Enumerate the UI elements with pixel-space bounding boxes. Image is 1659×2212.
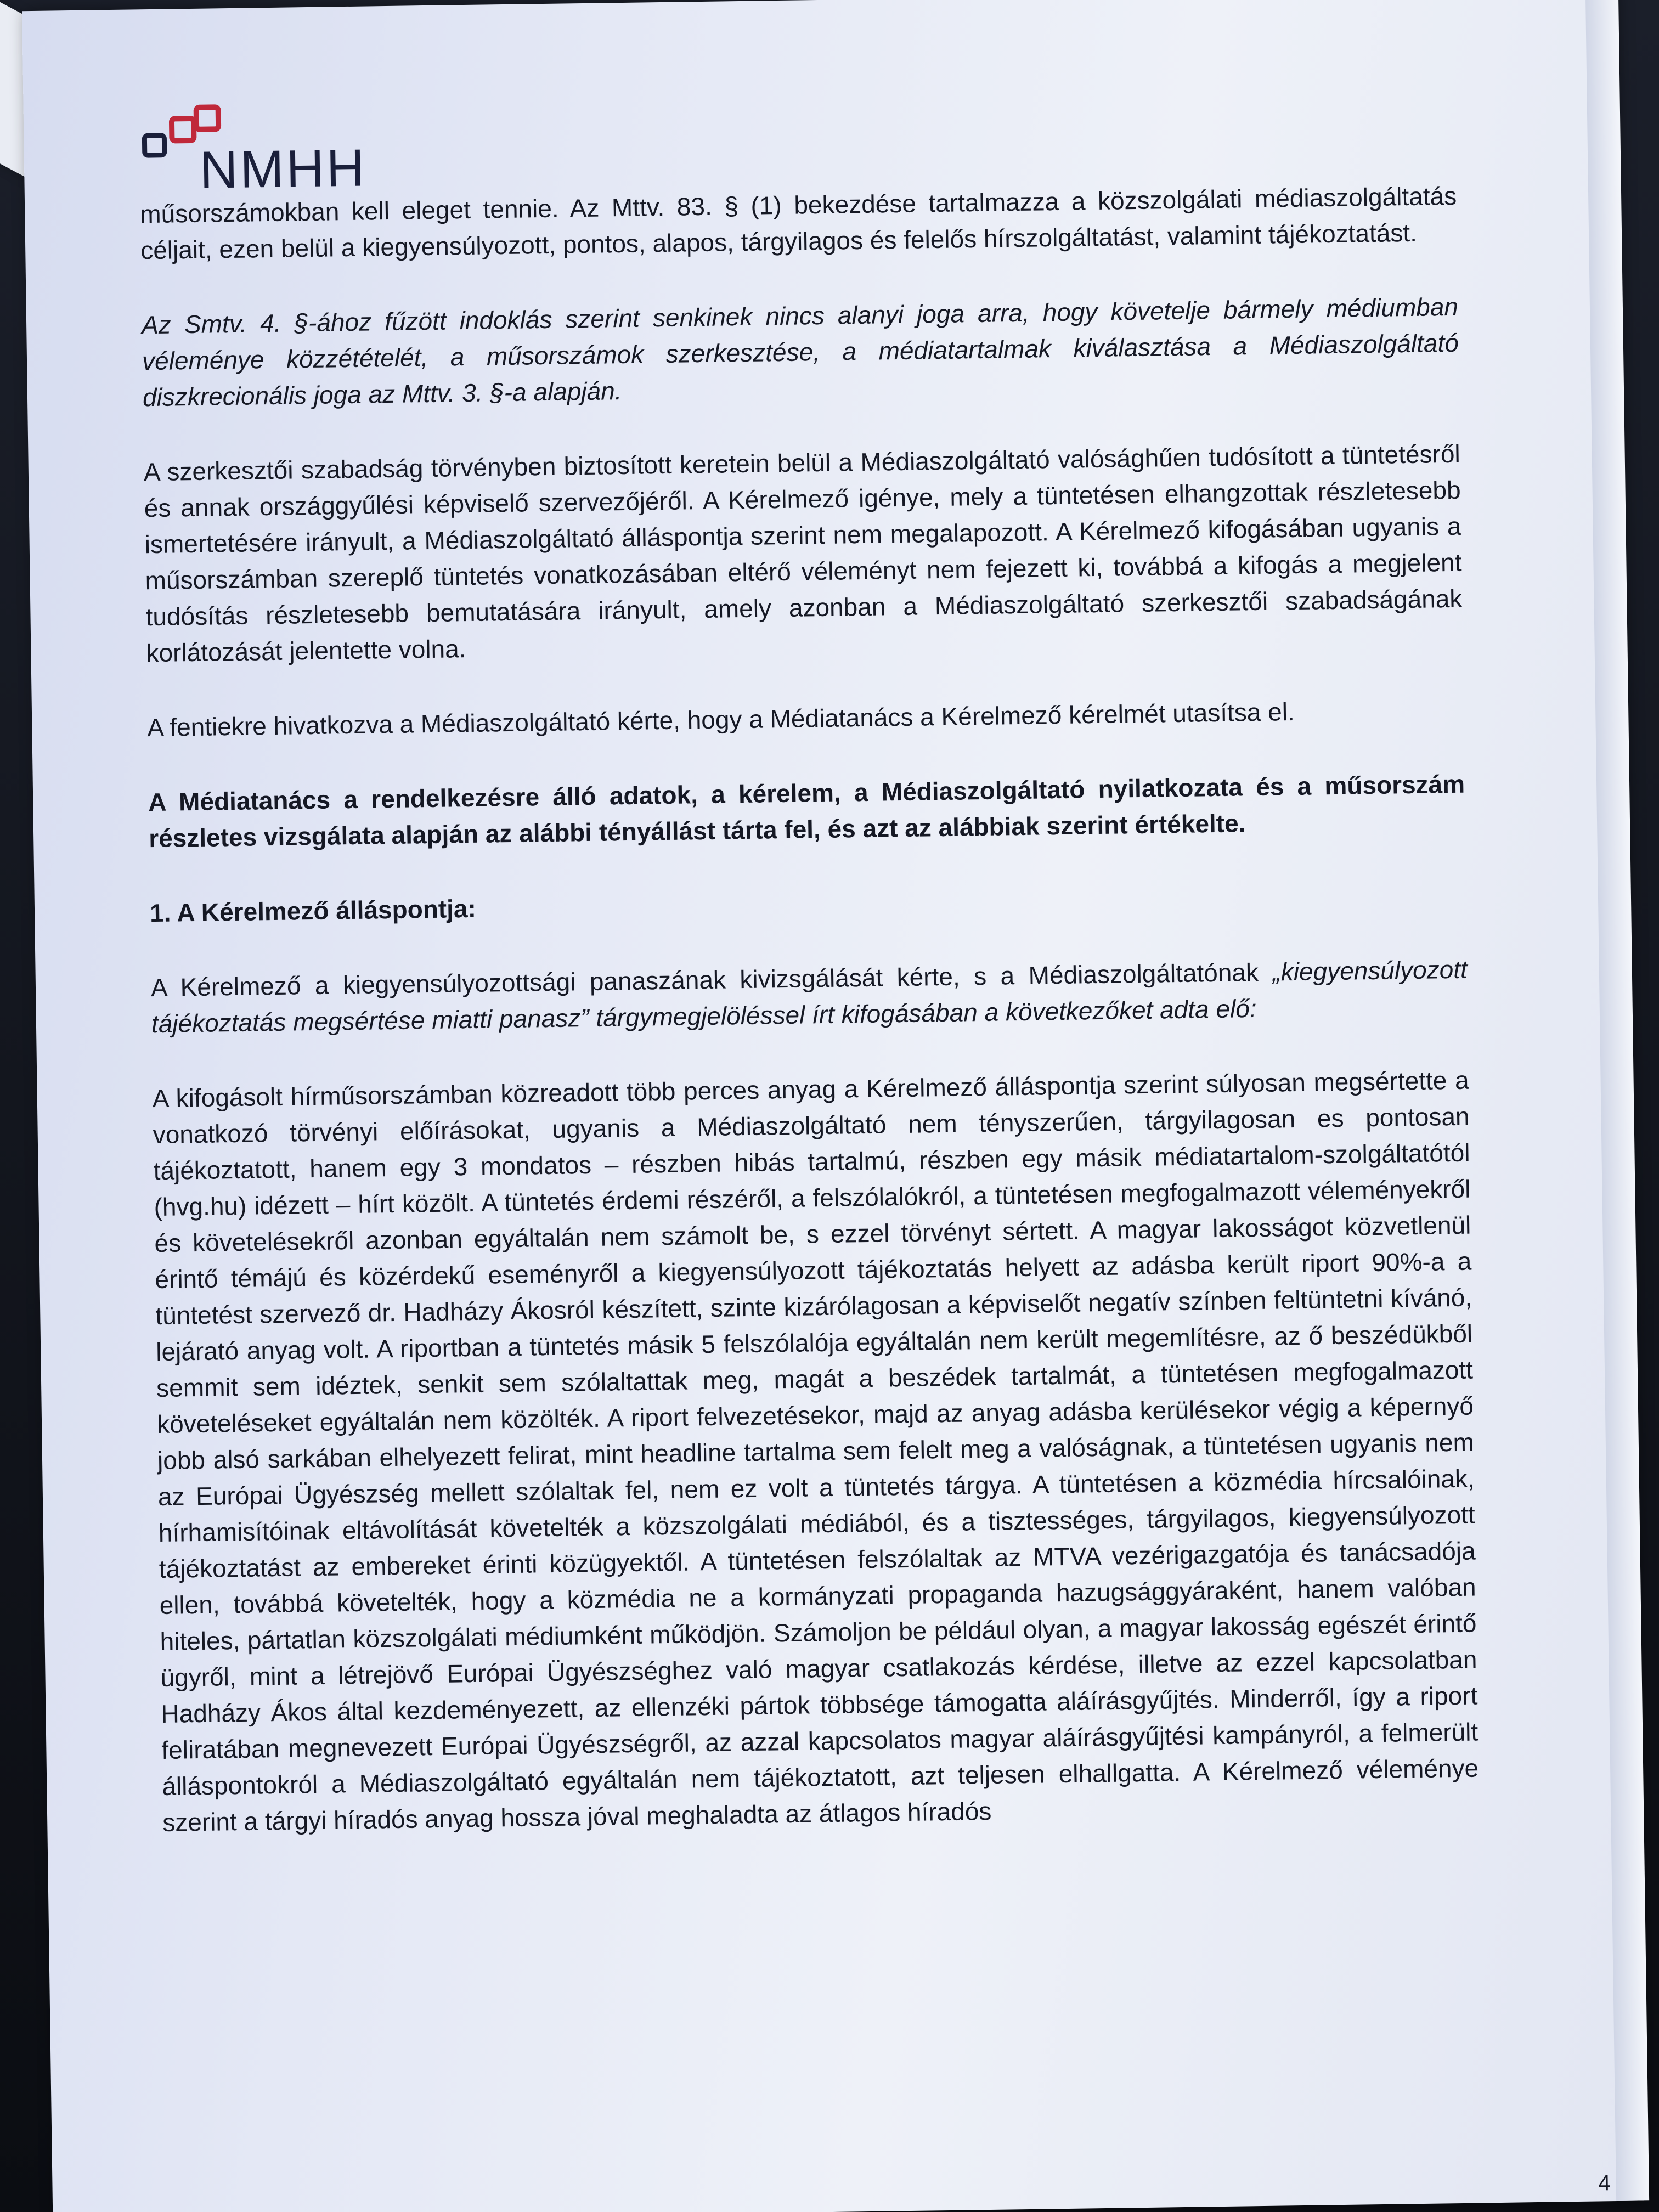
paragraph-6 (151, 951, 1469, 1042)
nmhh-logo (138, 99, 370, 207)
paragraph-3: A szerkesztői szabadság törvényben biztosított keretein belül a Médiaszolgáltató valósághűen tudósított a tüntetésről és annak országgyűlési képviselő szervezőjéről. A Kérelmező igénye, mely a tüntetésen elhangzottak részletesebb ismertetésére irányult, a Médiaszolgáltató álláspontja szerint nem megalapozott. A Kérelmező kifogásában ugyanis a műsorszámban szereplő tüntetés vonatkozásában eltérő véleményt nem fejezett ki, továbbá a kifogás a megjelent tudósítás részletesebb bemutatására irányult, amely azonban a Médiaszolgáltató szerkesztői szabadságának korlátozását jelentette volna. (143, 439, 1463, 668)
paragraph-5: A Médiatanács a rendelkezésre álló adatok, a kérelem, a Médiaszolgáltató nyilatkozata és a műsorszám részletes vizsgálata alapján az alábbi tényállást tárta fel, és azt az alábbiak szerint értékelte. (148, 769, 1465, 853)
paragraph-2: Az Smtv. 4. §-ához fűzött indoklás szerint senkinek nincs alanyi joga arra, hogy követelje bármely médiumban véleménye közzétételét, a műsorszámok szerkesztése, a médiatartalmak kiválasztása a Médiaszolgáltató diszkrecionális joga az Mttv. 3. §-a alapján. (141, 292, 1459, 412)
paragraph-1: műsorszámokban kell eleget tennie. Az Mttv. 83. § (1) bekezdése tartalmazza a közszolgálati médiaszolgáltatás céljait, ezen belül a kiegyensúlyozott, pontos, alapos, tárgyilagos és felelős hírszolgáltatást, valamint tájékoztatást. (139, 181, 1457, 265)
paragraph-6-end: tárgymegjelöléssel írt kifogásában a következőket adta elő: (589, 994, 1257, 1032)
paragraph-6-quote: „kiegyensúlyozott tájékoztatás megsértése miatti panasz” (151, 955, 1468, 1039)
document-body (140, 178, 1480, 1879)
section-heading: 1. A Kérelmező álláspontja: (149, 894, 477, 928)
page-edge (1585, 0, 1649, 2201)
paragraph-4: A fentiekre hivatkozva a Médiaszolgáltató kérte, hogy a Médiatanács a Kérelmező kérelmét utasítsa el. (147, 697, 1295, 742)
document-page (22, 0, 1644, 2212)
paragraph-7: A kifogásolt hírműsorszámban közreadott több perces anyag a Kérelmező álláspontja szerint súlyosan megsértette a vonatkozó törvényi előírásokat, ugyanis a Médiaszolgáltató nem tényszerűen, tárgyilagosan es pontosan tájékoztatott, hanem egy 3 mondatos – részben hibás tartalmú, részben egy másik médiatartalom-szolgáltatótól (hvg.hu) idézett – hírt közölt. A tüntetés érdemi részéről, a felszólalókról, a tüntetésen megfogalmazott véleményekről és követelésekről azonban egyáltalán nem számolt be, s ezzel törvényt sértett. A magyar lakosságot közvetlenül érintő témájú és közérdekű eseményről a kiegyensúlyozott tájékoztatás helyett az adásba került riport 90%-a a tüntetést szervező dr. Hadházy Ákosról készített, szinte kizárólagosan a képviselőt negatív színben feltüntetni kívánó, lejárató anyag volt. A riportban a tüntetés másik 5 felszólalója egyáltalán nem került megemlítésre, az ő beszédükből semmit sem idéztek, senkit sem szólaltattak meg, magát a beszédek tartalmát, a tüntetésen megfogalmazott követeléseket egyáltalán nem közölték. A riport felvezetésekor, majd az anyag adásba kerülésekor végig a képernyő jobb alsó sarkában elhelyezett felirat, mint headline tartalma sem felelt meg a valóságnak, a tüntetésen ugyanis nem az Európai Ügyészség mellett szólaltak fel, nem ez volt a tüntetés tárgya. A tüntetésen a közmédia hírcsalóinak, hírhamisítóinak eltávolítását követelték a közszolgálati médiából, és a tisztességes, tárgyilagos, kiegyensúlyozott tájékoztatást az embereket érinti közügyektől. A tüntetésen felszólaltak az MTVA vezérigazgatója és tanácsadója ellen, továbbá követelték, hogy a közmédia ne a kormányzati propaganda hazugsággyáraként, hanem valóban hiteles, pártatlan közszolgálati médiumként működjön. Számoljon be például olyan, a magyar lakosság egészét érintő ügyről, mint a létrejövő Európai Ügyészséghez való magyar csatlakozás kérdése, illetve az ezzel kapcsolatban Hadházy Ákos által kezdeményezett, az ellenzéki pártok többsége támogatta aláírásgyűjtés. Minderről, így a riport feliratában megnevezett Európai Ügyészségről, az azzal kapcsolatos magyar aláírásgyűjtési kampányról, a felmerült álláspontokról a Médiaszolgáltató egyáltalán nem tájékoztatott, azt teljesen elhallgatta. A Kérelmező véleménye szerint a tárgyi híradós anyag hossza jóval meghaladta az átlagos híradós (152, 1065, 1479, 1837)
page-number: 4 (1598, 2171, 1611, 2196)
logo-text: NMHH (199, 138, 367, 200)
paragraph-6-start: A Kérelmező a kiegyensúlyozottsági panaszának kivizsgálását kérte, s a Médiaszolgáltatónak (150, 957, 1273, 1002)
